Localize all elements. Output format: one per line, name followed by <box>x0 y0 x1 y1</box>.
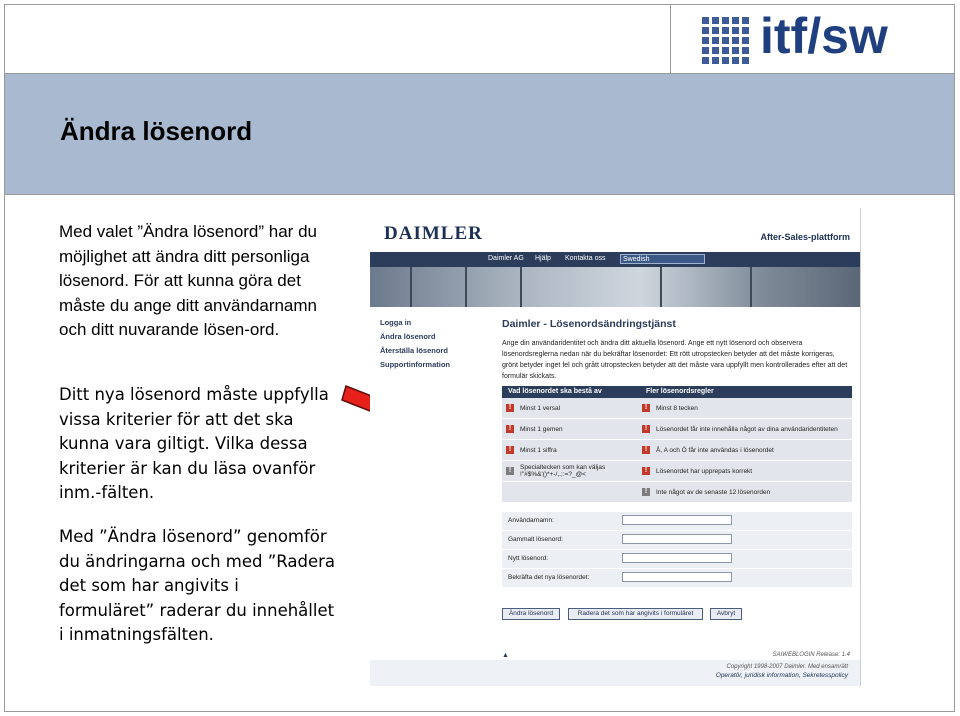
footer-links[interactable]: Operatör, juridisk information, Sekretesspolicy <box>715 672 848 679</box>
itf-sw-logo <box>702 8 942 65</box>
new-password-input[interactable] <box>622 553 732 563</box>
screenshot-nav-bar <box>370 252 860 267</box>
side-menu-support[interactable]: Supportinformation <box>380 360 450 369</box>
scroll-top-icon[interactable]: ▲ <box>502 652 509 659</box>
rule-left: Minst 1 siffra <box>520 446 557 454</box>
top-bar <box>5 5 954 74</box>
password-form <box>502 512 852 588</box>
rule-right: Inte något av de senaste 12 lösenorden <box>656 488 771 496</box>
error-icon: ! <box>642 467 650 475</box>
error-icon: ! <box>642 425 650 433</box>
change-password-button[interactable]: Ändra lösenord <box>502 608 560 620</box>
error-icon: ! <box>642 446 650 454</box>
rule-right: Lösenordet får inte innehålla något av dina användaridentiteten <box>656 425 838 433</box>
paragraph-intro: Med valet ”Ändra lösenord” har du möjlighet att ändra ditt personliga lösenord. För att kunna göra det måste du ange ditt användarnamn och ditt nuvarande lösen-ord. <box>59 222 318 339</box>
paragraph-criteria: Ditt nya lösenord måste uppfylla vissa kriterier för att det ska kunna vara giltigt. Vilka dessa kriterier är kan du läsa ovanför inm.-fälten. <box>59 385 329 502</box>
old-password-label: Gammalt lösenord: <box>508 536 563 543</box>
rules-header <box>502 386 852 398</box>
platform-label: After-Sales-plattform <box>760 232 850 242</box>
confirm-password-input[interactable] <box>622 572 732 582</box>
rule-left: Minst 1 versal <box>520 404 561 412</box>
confirm-password-label: Bekräfta det nya lösenordet: <box>508 574 590 581</box>
rule-left: Specialtecken som kan väljas !"#$%&'()*+-/,.;:=?_@< <box>520 464 606 478</box>
clear-form-button[interactable]: Radera det som har angivits i formuläret <box>568 608 703 620</box>
language-select[interactable]: Swedish <box>620 254 705 264</box>
username-label: Användarnamn: <box>508 517 554 524</box>
table-row <box>502 482 852 503</box>
top-bar-divider <box>670 5 671 73</box>
side-menu-reset-password[interactable]: Återställa lösenord <box>380 346 448 355</box>
rule-left: Minst 1 gemen <box>520 425 563 433</box>
table-row <box>502 440 852 461</box>
nav-link-daimler[interactable]: Daimler AG <box>488 255 524 262</box>
error-icon: ! <box>506 425 514 433</box>
error-icon: ! <box>506 446 514 454</box>
screenshot-footer <box>370 660 860 686</box>
daimler-logo: DAIMLER <box>384 223 483 244</box>
table-row <box>502 419 852 440</box>
paragraph-buttons: Med ”Ändra lösenord” genomför du ändringarna och med ”Radera det som har angivits i formuläret” raderar du innehållet i inmatningsfälten. <box>59 527 336 644</box>
dot-grid-icon <box>702 17 750 65</box>
username-input[interactable] <box>622 515 732 525</box>
title-band <box>5 74 954 195</box>
banner-image <box>370 267 860 307</box>
nav-link-help[interactable]: Hjälp <box>535 255 551 262</box>
form-row-new-password <box>502 550 852 569</box>
warning-icon: ! <box>642 488 650 496</box>
table-row <box>502 461 852 482</box>
password-rules-table <box>502 386 852 503</box>
rule-right: Å, A och Ö får inte användas i lösenordet <box>656 446 774 454</box>
side-menu-change-password[interactable]: Ändra lösenord <box>380 332 436 341</box>
copyright-text: Copyright 1998-2007 Daimler. Med ensamrätt <box>726 664 848 670</box>
logo-wordmark: itf/sw <box>760 8 888 64</box>
form-row-old-password <box>502 531 852 550</box>
new-password-label: Nytt lösenord: <box>508 555 549 562</box>
error-icon: ! <box>642 404 650 412</box>
service-title: Daimler - Lösenordsändringstjänst <box>502 318 676 330</box>
cancel-button[interactable]: Avbryt <box>710 608 742 620</box>
release-label: SAIWEBLOGIN Release: 1.4 <box>772 652 850 658</box>
old-password-input[interactable] <box>622 534 732 544</box>
rules-header-right: Fler lösenordsregler <box>646 388 714 395</box>
form-row-confirm-password <box>502 569 852 588</box>
side-menu-login[interactable]: Logga in <box>380 318 412 327</box>
warning-icon: ! <box>506 467 514 475</box>
nav-link-contact[interactable]: Kontakta oss <box>565 255 606 262</box>
rule-right: Lösenordet har upprepats korrekt <box>656 467 753 475</box>
daimler-screenshot <box>370 208 861 686</box>
page-title: Ändra lösenord <box>60 116 253 146</box>
error-icon: ! <box>506 404 514 412</box>
form-row-username <box>502 512 852 531</box>
service-intro: Ange din användaridentitet och ändra ditt aktuella lösenord. Ange ett nytt lösenord och observera lösenordsreglerna nedan när du bekräftar lösenordet: Ett rött utropstecken betyder att det måste korrigeras, grönt betyder inget fel och grått utropstecken betyder att det måste vara uppfyllt men kontrollerades efter att det formulär skickats. <box>502 340 848 380</box>
rules-header-left: Vad lösenordet ska bestå av <box>508 388 602 395</box>
side-menu <box>380 316 450 372</box>
rule-right: Minst 8 tecken <box>656 404 698 412</box>
table-row <box>502 398 852 419</box>
